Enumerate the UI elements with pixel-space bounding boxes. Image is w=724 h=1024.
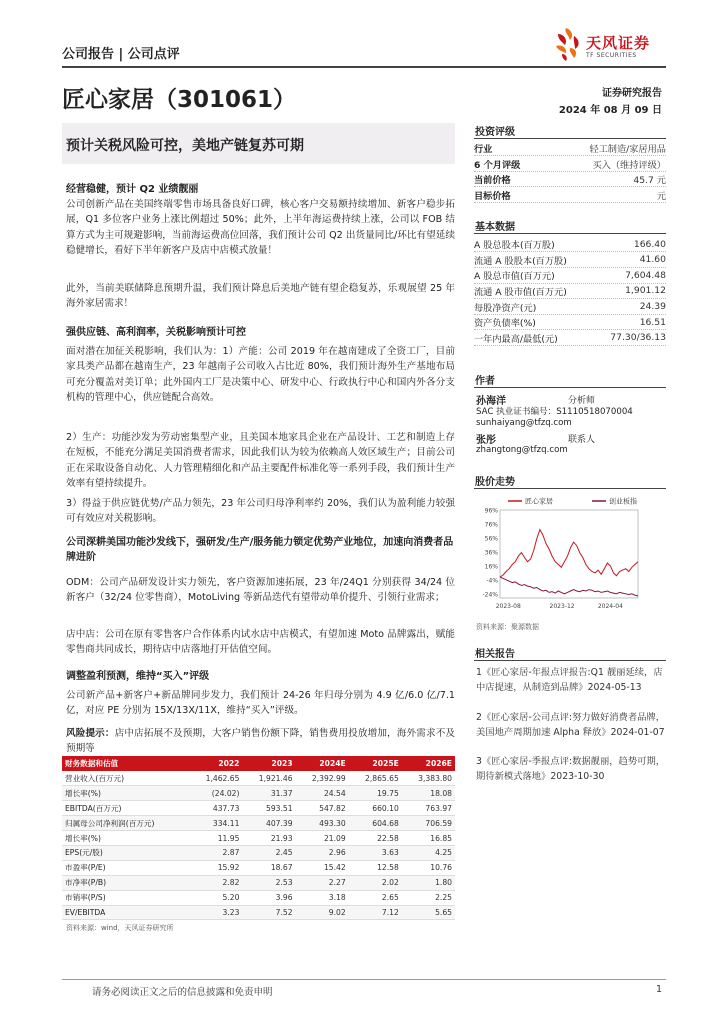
table-cell: 660.10: [349, 801, 402, 816]
table-cell: 19.75: [349, 786, 402, 801]
table-cell: 11.95: [189, 831, 242, 846]
company-title: 匠心家居（301061）: [62, 87, 297, 113]
rating-key: 6 个月评级: [474, 159, 521, 171]
table-cell: 市销率(P/S): [62, 890, 189, 905]
table-cell: 2.65: [349, 890, 402, 905]
table-cell: 2.02: [349, 875, 402, 890]
table-row: [62, 786, 455, 801]
x-tick-label: 2023-12: [549, 603, 575, 610]
paragraph: 此外，当前美联储降息预期升温，我们预计降息后美地产链有望企稳复苏，乐观展望 25 年海外家居需求！: [66, 283, 455, 310]
y-tick-label: 16%: [484, 563, 498, 571]
table-cell: 2,392.99: [296, 771, 349, 786]
table-cell: 18.08: [402, 786, 455, 801]
basic-data-value: 7,604.48: [625, 269, 666, 281]
disclaimer: 请务必阅读正文之后的信息披露和免责申明: [92, 987, 273, 998]
table-cell: 493.30: [296, 816, 349, 831]
table-row: [62, 831, 455, 846]
table-row: [62, 845, 455, 860]
table-cell: 604.68: [349, 816, 402, 831]
table-cell: 1,921.46: [242, 771, 295, 786]
author-email[interactable]: zhangtong@tfzq.com: [476, 445, 568, 455]
table-row: [62, 816, 455, 831]
table-header-cell: 2024E: [296, 756, 349, 771]
related-report-link[interactable]: 3《匠心家居-季报点评:数据靓丽，趋势可期，期待新模式落地》2023-10-30: [476, 756, 666, 782]
table-cell: (24.02): [189, 786, 242, 801]
table-header-cell: 2025E: [349, 756, 402, 771]
table-cell: 2,865.65: [349, 771, 402, 786]
table-cell: 21.93: [242, 831, 295, 846]
basic-data-key: A 股总股本(百万股): [474, 240, 555, 252]
tf-logo-icon: [548, 24, 584, 64]
chart-source: 资料来源：聚源数据: [476, 623, 539, 631]
table-cell: 31.37: [242, 786, 295, 801]
table-cell: 2.87: [189, 845, 242, 860]
report-category: 公司报告 | 公司点评: [62, 47, 180, 62]
table-cell: 2.27: [296, 875, 349, 890]
basic-data-value: 166.40: [633, 238, 666, 250]
legend-label: 匠心家居: [525, 497, 553, 506]
table-cell: 763.97: [402, 801, 455, 816]
table-cell: EBITDA(百万元): [62, 801, 189, 816]
table-cell: 16.85: [402, 831, 455, 846]
basic-data-value: 16.51: [639, 316, 666, 328]
section-heading: 公司深耕美国功能沙发线下，强研发/生产/服务能力锁定优势产业地位，加速向消费者品牌进阶: [66, 537, 454, 563]
table-cell: 3.96: [242, 890, 295, 905]
basic-data-row: [474, 315, 666, 330]
paragraph: ODM：公司产品研发设计实力领先，客户资源加速拓展，23 年/24Q1 分别获得 34/24 位新客户（32/24 位零售商），MotoLiving 等新品迭代有望带动单价提升、引领行业需求；: [66, 577, 455, 604]
table-row: [62, 801, 455, 816]
table-source: 资料来源：wind，天风证券研究所: [66, 924, 174, 932]
paragraph: 公司新产品+新客户+新品牌同步发力，我们预计 24-26 年归母分别为 4.9 亿/6.0 亿/7.1 亿，对应 PE 分别为 15X/13X/11X，维持“买入”评级。: [66, 690, 455, 717]
table-cell: 市盈率(P/E): [62, 860, 189, 875]
table-header-row: [62, 756, 455, 771]
rating-key: 行业: [474, 144, 493, 156]
table-cell: 2.82: [189, 875, 242, 890]
table-cell: 22.58: [349, 831, 402, 846]
section-heading: 调整盈利预测，维持“买入”评级: [66, 671, 210, 682]
table-cell: 10.76: [402, 860, 455, 875]
author-role: 分析师: [568, 396, 596, 406]
table-cell: 15.42: [296, 860, 349, 875]
author-cert: SAC 执业证书编号：S1110518070004: [476, 407, 633, 417]
basic-data-row: [474, 284, 666, 299]
header-divider: [62, 66, 666, 68]
rating-key: 当前价格: [474, 175, 511, 187]
table-cell: 334.11: [189, 816, 242, 831]
basic-data-value: 1,901.12: [625, 285, 666, 297]
risk-label: 风险提示：: [66, 728, 115, 739]
author-name: 张彤: [476, 435, 496, 446]
table-cell: 593.51: [242, 801, 295, 816]
y-tick-label: 76%: [484, 521, 498, 529]
table-header-cell: 2023: [242, 756, 295, 771]
table-header-cell: 2026E: [402, 756, 455, 771]
paragraph: 2）生产：功能沙发为劳动密集型产业，且美国本地家具企业在产品设计、工艺和制造上存在短板，不能充分满足美国消费者需求，因此我们认为较为依赖高人效区域生产；目前公司正在采取设备自动化、人力管理精细化和产品主要配件标准化等一系列手段，我们预计生产效率有望持续提升。: [66, 432, 455, 489]
authors-heading: 作者: [474, 372, 666, 388]
y-tick-label: 56%: [484, 535, 498, 543]
table-cell: 407.39: [242, 816, 295, 831]
table-cell: 增长率(%): [62, 786, 189, 801]
paragraph: 店中店：公司在原有零售客户合作体系内试水店中店模式，有望加速 Moto 品牌露出，赋能零售商共同成长，期待店中店落地打开估值空间。: [66, 629, 455, 656]
basic-data-key: 每股净资产(元): [474, 302, 537, 314]
logo-subtext: TF SECURITIES: [586, 52, 637, 59]
table-cell: 12.58: [349, 860, 402, 875]
series-line-index: [500, 577, 638, 596]
paragraph: 面对潜在加征关税影响，我们认为：1）产能：公司 2019 年在越南建成了全资工厂，目前家具类产品都在越南生产，23 年越南子公司收入占比近 80%，我们预计海外生产基地布局可充分覆盖对美订单；此外国内工厂是决策中心、研发中心、行政执行中心和国内外各分支机构的管理中心，供应链配合高效。: [66, 346, 455, 403]
y-tick-label: -24%: [482, 591, 498, 599]
basic-data-value: 41.60: [639, 254, 666, 266]
rating-value: 元: [656, 190, 666, 202]
table-row: [62, 860, 455, 875]
table-cell: 市净率(P/B): [62, 875, 189, 890]
risk-note: [66, 726, 455, 757]
basic-data-row: [474, 299, 666, 314]
table-cell: 24.54: [296, 786, 349, 801]
rating-row: [474, 172, 666, 187]
stock-price-chart: [474, 494, 668, 610]
related-report-link[interactable]: 2《匠心家居-公司点评:努力做好消费者品牌，美国地产周期加速 Alpha 释放》2024-01-07: [476, 712, 666, 738]
table-cell: 营业收入(百万元): [62, 771, 189, 786]
table-cell: EPS(元/股): [62, 845, 189, 860]
y-tick-label: -4%: [486, 577, 498, 585]
risk-text: 店中店拓展不及预期，大客户销售份额下降，销售费用投放增加，海外需求不及预期等: [66, 728, 456, 755]
table-cell: 9.02: [296, 905, 349, 920]
y-tick-label: 36%: [484, 549, 498, 557]
related-report-link[interactable]: 1《匠心家居-年报点评报告:Q1 靓丽延续，店中店提速，从制造到品牌》2024-05-13: [476, 667, 663, 693]
legend-label: 创业板指: [609, 497, 637, 506]
table-cell: 2.25: [402, 890, 455, 905]
paragraph: 3）得益于供应链优势/产品力领先，23 年公司归母净利率约 20%，我们认为盈利能力较强可有效应对关税影响。: [66, 498, 455, 525]
basic-data-row: [474, 268, 666, 283]
table-row: [62, 905, 455, 920]
table-row: [62, 875, 455, 890]
paragraph: 公司创新产品在美国终端零售市场具备良好口碑，核心客户交易额持续增加、新客户稳步拓展，Q1 多位客户业务上涨比例超过 50%；此外，上半年海运费持续上涨，公司以 FOB 结算方式为主可规避影响，当前海运费高位回落，我们预计公司 Q2 出货量同比/环比有望延续稳健增长，看好下半年新客户及店中店模式放量！: [66, 199, 455, 256]
table-cell: 3,383.80: [402, 771, 455, 786]
table-cell: 5.65: [402, 905, 455, 920]
basic-data-value: 77.30/36.13: [610, 332, 666, 344]
basic-data-row: [474, 331, 666, 346]
author-role: 联系人: [568, 435, 596, 445]
table-cell: 15.92: [189, 860, 242, 875]
rating-row: [474, 188, 666, 203]
rating-heading: 投资评级: [474, 123, 666, 139]
table-header-cell: 财务数据和估值: [62, 756, 189, 771]
report-date: 2024 年 08 月 09 日: [558, 105, 662, 116]
stock-chart-heading: 股价走势: [474, 473, 666, 489]
table-cell: 1,462.65: [189, 771, 242, 786]
basic-data-row: [474, 253, 666, 268]
basic-data-heading: 基本数据: [474, 218, 666, 234]
table-cell: 归属母公司净利润(百万元): [62, 816, 189, 831]
basic-data-value: 24.39: [639, 301, 666, 313]
table-cell: 3.18: [296, 890, 349, 905]
table-row: [62, 771, 455, 786]
table-cell: 437.73: [189, 801, 242, 816]
basic-data-key: 流通 A 股股本(百万股): [474, 255, 567, 267]
basic-data-row: [474, 237, 666, 252]
basic-data-key: 一年内最高/最低(元): [474, 333, 558, 345]
rating-value: 买入（维持评级）: [592, 159, 666, 171]
basic-data-key: 资产负债率(%): [474, 318, 536, 330]
series-line-company: [500, 530, 638, 577]
table-cell: 706.59: [402, 816, 455, 831]
table-cell: 2.96: [296, 845, 349, 860]
rating-value: 轻工制造/家居用品: [589, 144, 666, 156]
financial-table: [62, 756, 455, 920]
rating-row: [474, 141, 666, 156]
x-tick-label: 2024-04: [597, 603, 623, 610]
table-cell: 3.23: [189, 905, 242, 920]
table-cell: 5.20: [189, 890, 242, 905]
rating-key: 目标价格: [474, 190, 511, 202]
basic-data-key: 流通 A 股市值(百万元): [474, 286, 567, 298]
table-cell: 18.67: [242, 860, 295, 875]
author-name: 孙海洋: [476, 396, 506, 407]
table-header-cell: 2022: [189, 756, 242, 771]
y-tick-label: 96%: [484, 507, 498, 515]
footer-divider: [62, 979, 666, 980]
author-email[interactable]: sunhaiyang@tfzq.com: [476, 418, 572, 428]
related-reports-heading: 相关报告: [474, 645, 666, 661]
report-headline: 预计关税风险可控，美地产链复苏可期: [66, 138, 304, 154]
table-cell: 7.12: [349, 905, 402, 920]
table-cell: 2.45: [242, 845, 295, 860]
table-cell: 2.53: [242, 875, 295, 890]
table-cell: 7.52: [242, 905, 295, 920]
table-cell: 3.63: [349, 845, 402, 860]
table-cell: 增长率(%): [62, 831, 189, 846]
table-cell: EV/EBITDA: [62, 905, 189, 920]
basic-data-key: A 股总市值(百万元): [474, 271, 555, 283]
report-type: 证券研究报告: [602, 88, 662, 99]
rating-row: [474, 157, 666, 172]
table-cell: 547.82: [296, 801, 349, 816]
section-heading: 强供应链、高利润率，关税影响预计可控: [66, 327, 246, 338]
page-number: 1: [655, 984, 662, 995]
logo-text: 天风证券: [586, 34, 651, 52]
table-cell: 1.80: [402, 875, 455, 890]
x-tick-label: 2023-08: [495, 603, 521, 610]
table-row: [62, 890, 455, 905]
table-cell: 21.09: [296, 831, 349, 846]
rating-value: 45.7 元: [633, 175, 666, 187]
section-heading: 经营稳健，预计 Q2 业绩靓丽: [66, 184, 199, 195]
table-cell: 4.25: [402, 845, 455, 860]
